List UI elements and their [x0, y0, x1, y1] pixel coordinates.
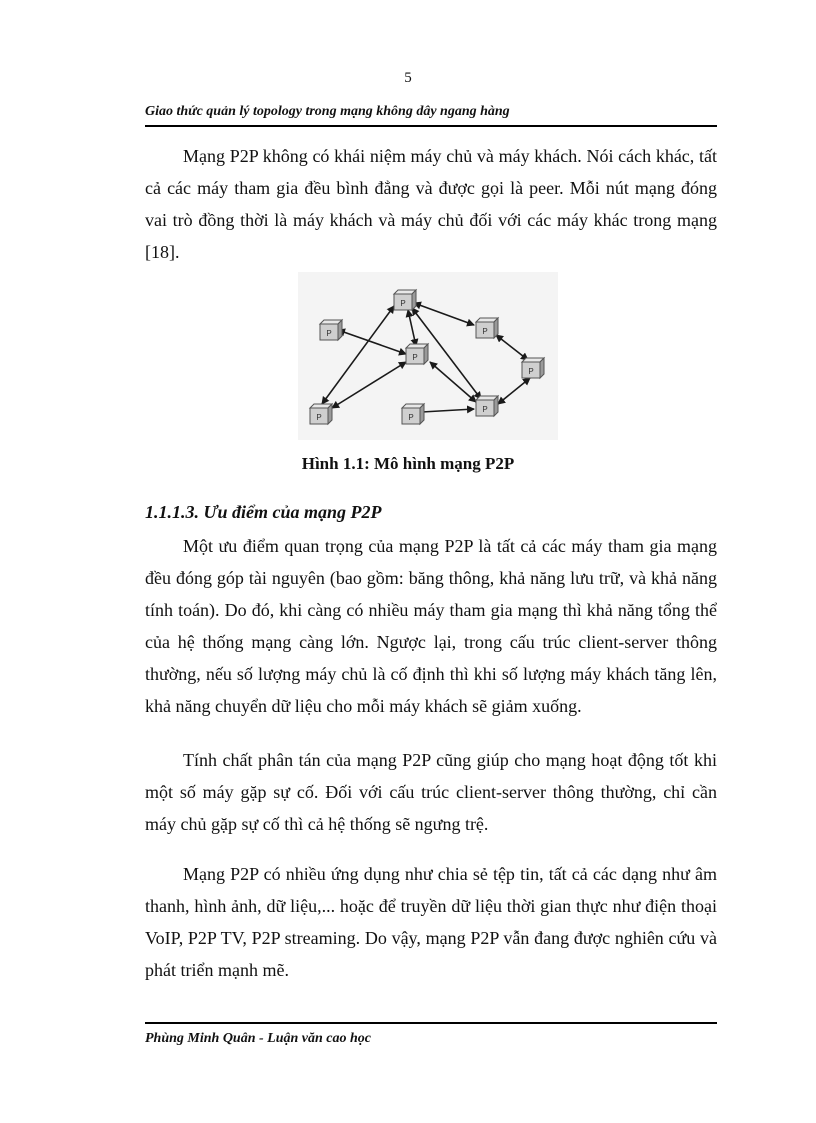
footer-author: Phùng Minh Quân - Luận văn cao học — [145, 1031, 372, 1046]
p2p-node-a — [394, 290, 416, 310]
advantages-paragraph-1: Một ưu điểm quan trọng của mạng P2P là tất cả các máy tham gia mạng đều đóng góp tài nguyên (bao gồm: băng thông, khả năng lưu trữ, và khả năng tính toán). Do đó, khi càng có nhiều máy tham gia mạng thì khả năng tổng thể của hệ thống mạng càng lớn. Ngược lại, trong cấu trúc client-server thông thường, nếu số lượng máy chủ là cố định thì khi số lượng máy khách tăng lên, khả năng chuyển dữ liệu cho mỗi máy khách sẽ giảm xuống. — [145, 536, 717, 716]
link-c-f — [332, 362, 406, 408]
p2p-network-diagram — [298, 272, 558, 440]
p2p-node-f — [310, 404, 332, 424]
node-label: P — [408, 413, 414, 422]
advantages-paragraph-3: Mạng P2P có nhiều ứng dụng như chia sẻ tệp tin, tất cả các dạng như âm thanh, hình ảnh, dữ liệu,... hoặc để truyền dữ liệu thời gian thực như điện thoại VoIP, P2P TV, P2P streaming. Do vậy, mạng P2P vẫn đang được nghiên cứu và phát triển mạnh mẽ. — [145, 864, 717, 980]
p2p-node-g — [476, 396, 498, 416]
p2p-node-d — [522, 358, 544, 378]
node-label: P — [482, 405, 488, 414]
node-label: P — [412, 353, 418, 362]
node-label: P — [316, 413, 322, 422]
link-e-c — [338, 330, 406, 354]
section-heading: 1.1.1.3. Ưu điểm của mạng P2P — [145, 502, 382, 522]
link-h-g — [422, 409, 474, 412]
link-b-d — [496, 335, 528, 360]
node-label: P — [482, 327, 488, 336]
p2p-node-b — [476, 318, 498, 338]
p2p-node-e — [320, 320, 342, 340]
p2p-node-c — [406, 344, 428, 364]
link-d-g — [498, 378, 530, 404]
link-a-c — [408, 310, 416, 346]
footer-divider — [145, 1022, 717, 1024]
advantages-paragraph-2: Tính chất phân tán của mạng P2P cũng giúp cho mạng hoạt động tốt khi một số máy gặp sự cố. Đối với cấu trúc client-server thông thường, chỉ cần máy chủ gặp sự cố thì cả hệ thống sẽ ngưng trệ. — [145, 750, 717, 834]
page-number: 5 — [404, 70, 412, 86]
figure-caption: Hình 1.1: Mô hình mạng P2P — [301, 454, 515, 473]
running-header: Giao thức quản lý topology trong mạng không dây ngang hàng — [145, 104, 510, 119]
node-label: P — [326, 329, 332, 338]
header-divider — [145, 125, 717, 127]
node-label: P — [400, 299, 406, 308]
p2p-node-h — [402, 404, 424, 424]
node-label: P — [528, 367, 534, 376]
intro-paragraph: Mạng P2P không có khái niệm máy chủ và máy khách. Nói cách khác, tất cả các máy tham gia đều bình đẳng và được gọi là peer. Mỗi nút mạng đóng vai trò đồng thời là máy khách và máy chủ đối với các máy khác trong mạng [18]. — [145, 146, 717, 262]
